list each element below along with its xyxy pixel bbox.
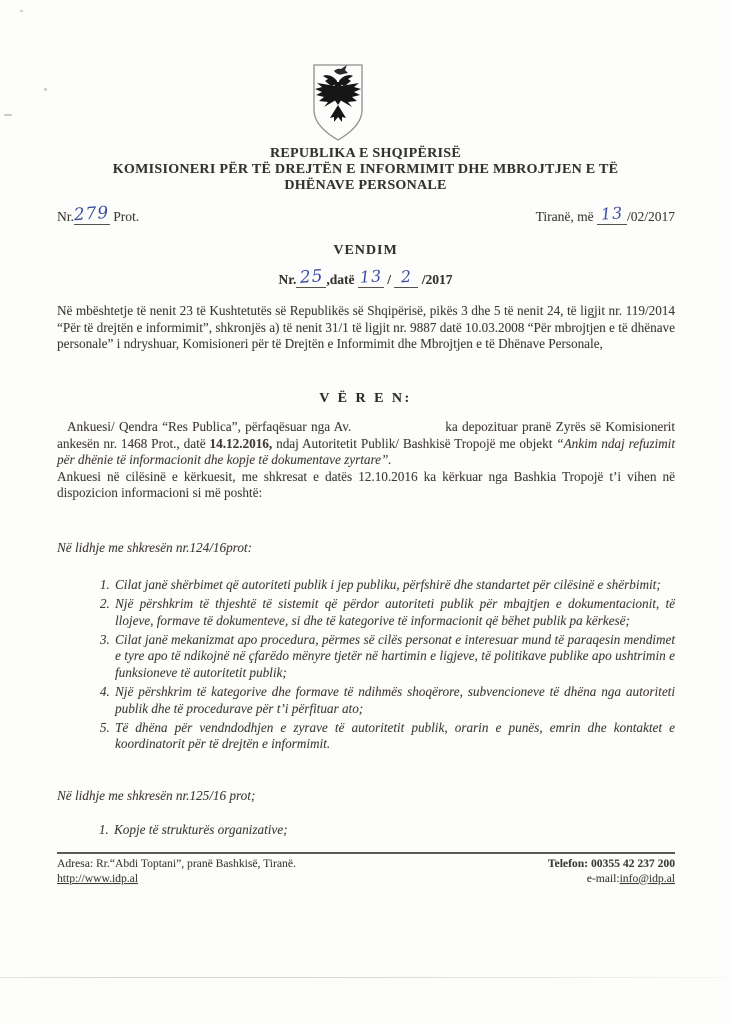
complaint-date: 14.12.2016, (209, 435, 273, 451)
eagle-shield-icon (311, 62, 365, 144)
list-item-text: Një përshkrim të kategorive dhe formave të ndihmës shoqërore, subvencioneve të dhëna nga autoriteti publik dhe të procedurave për t’i përfituar ato; (115, 684, 675, 716)
date-separator: / (387, 272, 391, 287)
handwritten-day: 13 (600, 203, 624, 224)
footer-left (57, 857, 296, 886)
handwritten-decision-day: 13 (358, 266, 383, 287)
letter-footer (57, 852, 675, 886)
list-item (113, 596, 675, 629)
section1-list (57, 577, 675, 755)
footer-address: Adresa: Rr.“Abdi Toptani”, pranë Bashkisë, Tiranë. (57, 857, 296, 870)
protocol-number (57, 202, 140, 226)
phone-label: Telefon: (547, 857, 591, 870)
decision-nr-slot (296, 266, 326, 288)
list-item-text: Cilat janë mekanizmat apo procedura, përmes së cilës personat e interesuar mund të paraqesin mendimet e tyre apo të ndikojnë në çfarëdo mënyre tjetër në hartimin e ligjeve, të politikave publike apo ushtrimin e funksioneve të autoritetit publik; (115, 631, 675, 680)
phone-number: 00355 42 237 200 (590, 857, 675, 870)
scan-speck (20, 10, 23, 12)
city-date (535, 203, 675, 225)
list-item (112, 822, 675, 839)
complaint-paragraph (57, 419, 675, 469)
handwritten-protocol-number: 279 (73, 202, 111, 226)
complaint-object-quote: “Ankim ndaj refuzimit për dhënie të informacionit dhe kopje të dokumentave zyrtare”. (57, 435, 676, 468)
protocol-prot-label: Prot. (113, 209, 140, 224)
list-item (113, 577, 675, 594)
handwritten-decision-month: 2 (399, 266, 413, 287)
protocol-nr-label: Nr. (57, 209, 74, 224)
protocol-row (57, 202, 675, 226)
decision-title: VENDIM (333, 243, 398, 258)
list-item-text: Të dhëna për vendndodhjen e zyrave të autoritetit publik, orarin e punës, emrin dhe kontaktet e koordinatorit për të drejtën e informimit. (115, 719, 675, 752)
list-item-text: Kopje të strukturës organizative; (114, 822, 288, 837)
handwritten-decision-number: 25 (298, 266, 324, 288)
city-date-prefix: Tiranë, më (535, 209, 594, 224)
complaint-text-a: Ankuesi/ Qendra “Res Publica”, përfaqësuar nga Av. (67, 419, 352, 434)
commissioner-title-line2: DHËNAVE PERSONALE (284, 178, 447, 193)
footer-email (548, 872, 675, 887)
decision-month-slot (394, 266, 418, 288)
section1-heading: Në lidhje me shkresën nr.124/16prot: (57, 540, 252, 555)
list-item (113, 720, 675, 753)
footer-phone (548, 857, 675, 872)
date-rest: /02/2017 (626, 209, 675, 224)
scan-artifact-line (0, 977, 731, 978)
decision-date-label: ,datë (326, 272, 355, 287)
list-item-text: Cilat janë shërbimet që autoriteti publik i jep publiku, përfshirë dhe standartet për cilësinë e shërbimit; (115, 577, 661, 592)
commissioner-title-line1: KOMISIONERI PËR TË DREJTËN E INFORMIMIT DHE MBROJTJEN E TË (112, 162, 619, 177)
email-label: e-mail: (586, 871, 620, 885)
complaint-text-b: ka depozituar pranë Zyrës së Komisionerit ankesën nr. 1468 Prot., datë (57, 419, 675, 451)
list-item-text: Një përshkrim të thjeshtë të sistemit që përdor autoriteti publik për mbajtjen e dokumentacionit, të llojeve, formave të dokumenteve, si dhe të kategorive të informacionit që bëhet publik pa kërkesë; (115, 596, 675, 628)
footer-right (548, 857, 675, 886)
republic-title: REPUBLIKA E SHQIPËRISË (270, 146, 461, 161)
list-item (113, 684, 675, 717)
email-link[interactable]: info@idp.al (619, 871, 675, 885)
website-link[interactable]: http://www.idp.al (57, 871, 139, 885)
list-item (113, 632, 675, 682)
scan-speck (44, 88, 47, 91)
scan-speck (4, 114, 12, 116)
veren-heading: V Ë R E N: (319, 391, 412, 406)
decision-day-slot (358, 266, 384, 288)
letterhead (30, 146, 701, 194)
complaint-text-c: ndaj Autoritetit Publik/ Bashkisë Tropojë me objekt (272, 435, 557, 451)
section2-heading: Në lidhje me shkresën nr.125/16 prot; (57, 788, 256, 803)
decision-year: /2017 (421, 272, 453, 287)
legal-basis-paragraph: Në mbështetje të nenit 23 të Kushtetutës së Republikës së Shqipërisë, pikës 3 dhe 5 të nenit 24, të ligjit nr. 119/2014 “Për të drejtën e informimit”, shkronjës a) të nenit 31/1 të ligjit nr. 9887 datë 10.03.2008 “Për mbrojtjen e të dhënave personale” i ndryshuar, Komisioneri për të Drejtën e Informimit dhe Mbrojtjen e të Dhënave Personale, (57, 303, 675, 352)
albanian-coat-of-arms-icon (311, 62, 365, 144)
requested-items-list-2 (57, 822, 675, 839)
complaint-section (57, 419, 675, 502)
protocol-nr-slot (73, 202, 111, 226)
decision-number-line (0, 266, 731, 288)
decision-nr-label: Nr. (278, 272, 297, 287)
section2-list (57, 822, 675, 841)
request-paragraph: Ankuesi në cilësinë e kërkuesit, me shkresat e datës 12.10.2016 ka kërkuar nga Bashkia Tropojë t’i vihen në dispozicion informacioni si më poshtë: (57, 468, 675, 501)
day-slot (597, 203, 627, 225)
requested-items-list (57, 577, 675, 753)
